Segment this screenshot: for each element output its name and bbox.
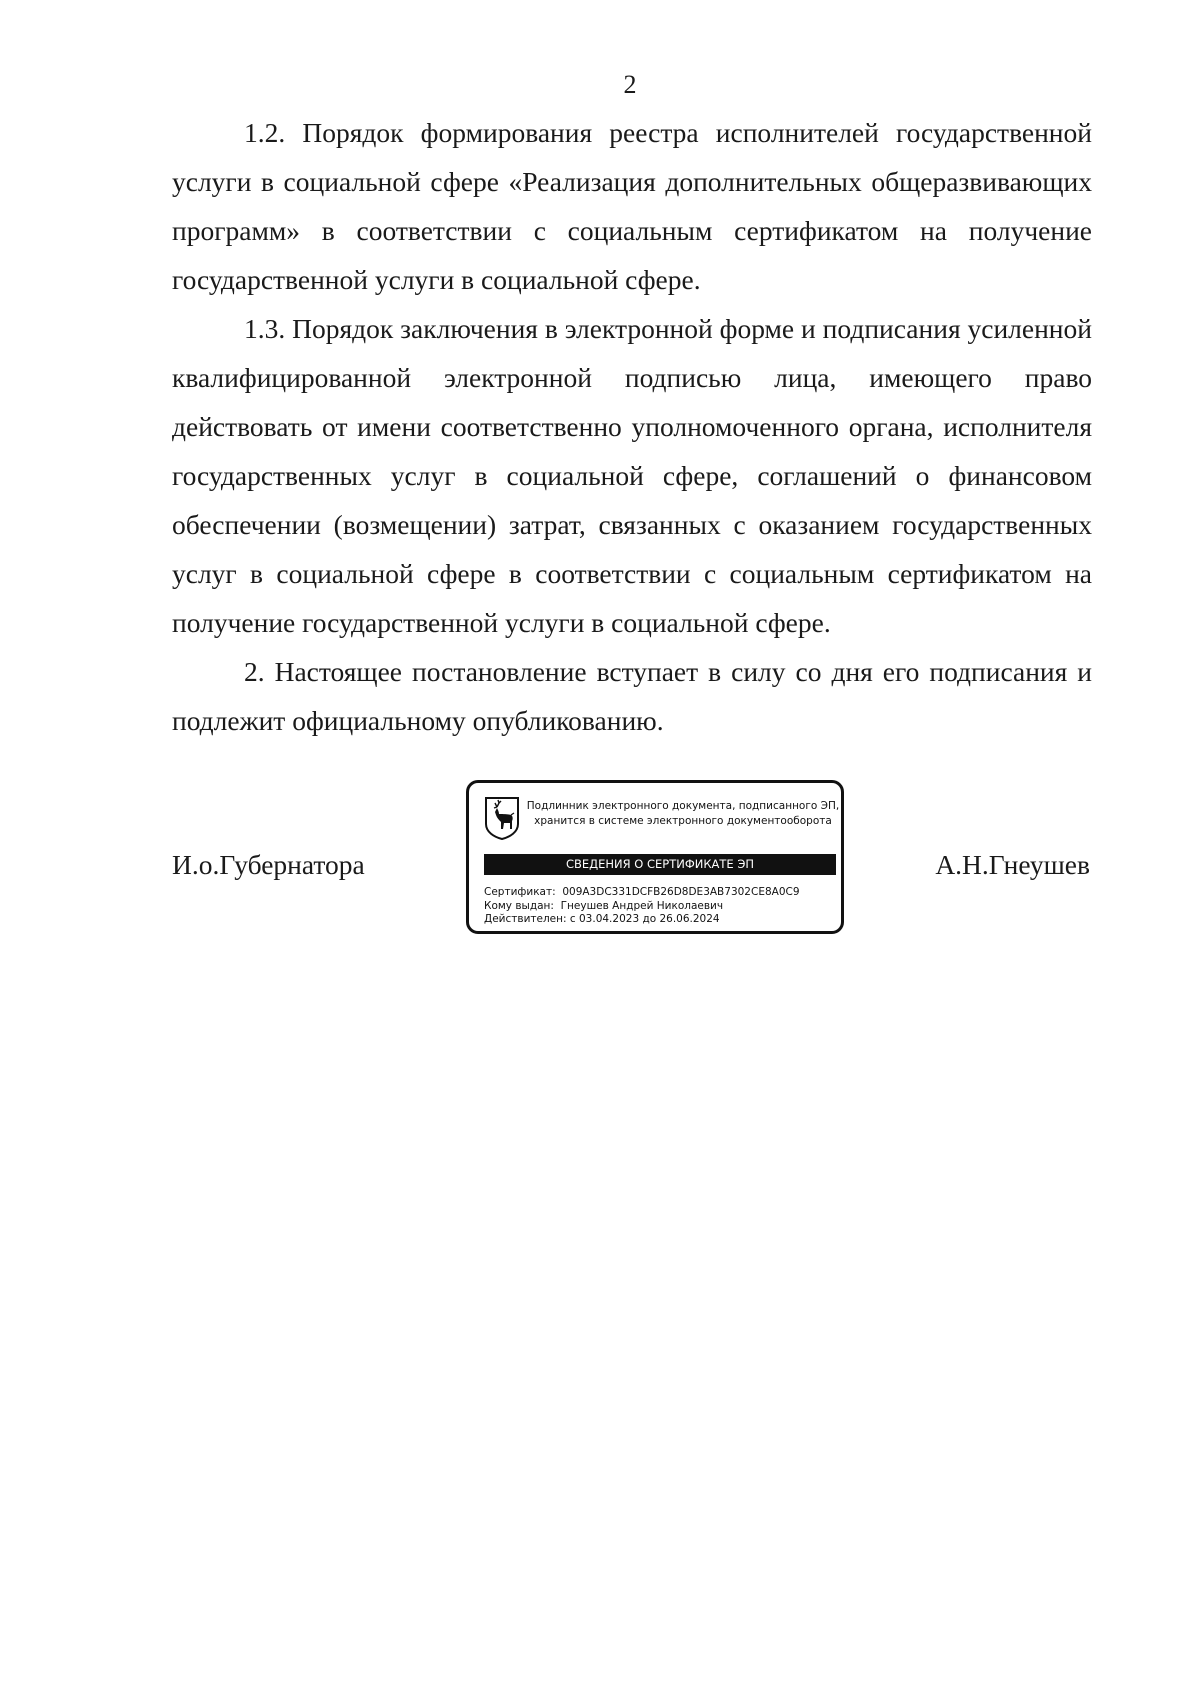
page-number: 2 — [623, 70, 637, 99]
stamp-caption-line: хранится в системе электронного документооборота — [534, 815, 832, 827]
paragraph-1-2: 1.2. Порядок формирования реестра исполнителей государственной услуги в социальной сфере «Реализация дополнительных общеразвивающих программ» в соответствии с социальным сертификатом на получение государственной услуги в социальной сфере. — [172, 117, 1092, 295]
signatory-name: А.Н.Гнеушев — [935, 849, 1090, 880]
stamp-caption-line: Подлинник электронного документа, подписанного ЭП, — [526, 800, 840, 812]
certificate-row — [484, 886, 800, 900]
issued-to-row — [484, 900, 800, 914]
certificate-label: Сертификат: — [484, 886, 556, 898]
validity-row — [484, 913, 800, 927]
issued-to-label: Кому выдан: — [484, 899, 554, 912]
deer-coat-of-arms-icon — [484, 796, 520, 840]
issued-to-value: Гнеушев Андрей Николаевич — [560, 899, 724, 912]
electronic-signature-stamp — [466, 780, 844, 934]
certificate-value: 009A3DC331DCFB26D8DE3AB7302CE8A0C9 — [562, 886, 800, 898]
validity-value: с 03.04.2023 до 26.06.2024 — [569, 913, 720, 925]
document-body — [172, 108, 1092, 745]
stamp-caption — [525, 799, 841, 829]
signatory-title: И.о.Губернатора — [172, 849, 365, 880]
paragraph-2: 2. Настоящее постановление вступает в силу со дня его подписания и подлежит официальному опубликованию. — [172, 656, 1092, 736]
paragraph-1-3: 1.3. Порядок заключения в электронной форме и подписания усиленной квалифицированной электронной подписью лица, имеющего право действовать от имени соответственно уполномоченного органа, исполнителя государственных услуг в социальной сфере, соглашений о финансовом обеспечении (возмещении) затрат, связанных с оказанием государственных услуг в социальной сфере в соответствии с социальным сертификатом на получение государственной услуги в социальной сфере. — [172, 313, 1092, 638]
validity-label: Действителен: — [484, 913, 567, 925]
certificate-details — [484, 886, 800, 927]
certificate-banner: СВЕДЕНИЯ О СЕРТИФИКАТЕ ЭП — [484, 854, 836, 875]
